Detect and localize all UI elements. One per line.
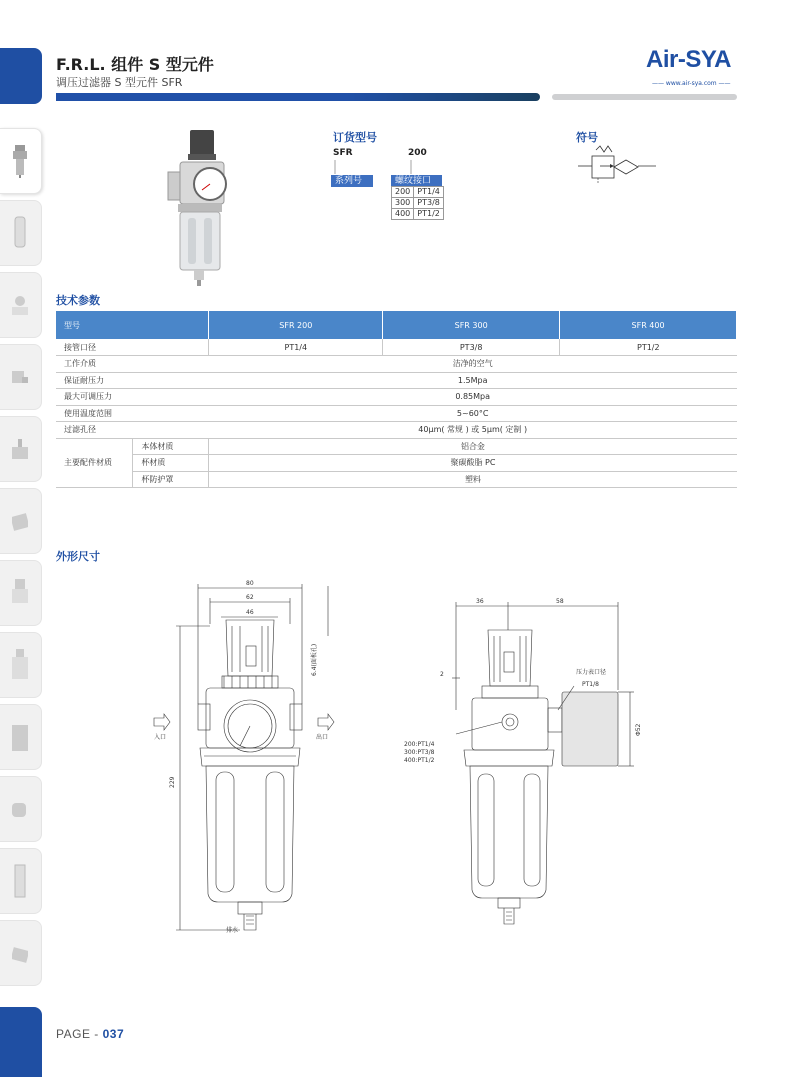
table-row: 最大可调压力 0.85Mpa [56, 389, 737, 406]
table-row: 过滤孔径 40μm( 常规 ) 或 5μm( 定制 ) [56, 422, 737, 439]
specs-header-row [56, 311, 737, 339]
col-header-model: 型号 [56, 311, 209, 339]
outlet-label: 出口 [316, 734, 329, 741]
header-rule-gray [552, 94, 737, 100]
nav-tab-block[interactable] [0, 488, 42, 554]
side-view-drawing [396, 590, 646, 946]
silencer-icon [12, 863, 28, 899]
filter-icon [12, 215, 28, 251]
port-row: 200 PT1/4 [392, 187, 444, 198]
page-subtitle: 调压过滤器 S 型元件 SFR [56, 76, 183, 89]
dim-80: 80 [246, 580, 254, 587]
nav-tab-frl[interactable] [0, 128, 42, 194]
order-series-code: SFR [333, 148, 353, 158]
nav-tab-elbow[interactable] [0, 344, 42, 410]
nav-tab-silencer[interactable] [0, 848, 42, 914]
symbol-heading: 符号 [576, 131, 598, 144]
port-table [391, 186, 444, 220]
gauge-port-label: 压力表口径 [576, 669, 607, 676]
dim-46: 46 [246, 609, 254, 616]
specs-heading: 技术参数 [56, 294, 100, 307]
dim-panel-hole: 6.4(面板孔) [311, 643, 318, 676]
inlet-label: 入口 [154, 734, 167, 741]
nav-tab-fitting[interactable] [0, 272, 42, 338]
pneumatic-symbol [576, 144, 658, 186]
nav-tab-valve[interactable] [0, 416, 42, 482]
port-label: 螺纹接口 [391, 175, 442, 187]
port-row: 300 PT3/8 [392, 198, 444, 209]
table-row: 杯防护罩 塑料 [56, 471, 737, 488]
page-number: PAGE - 037 [56, 1027, 125, 1041]
side-port-200: 200:PT1/4 [404, 741, 435, 748]
order-heading: 订货型号 [333, 131, 377, 144]
table-row: 使用温度范围 5~60°C [56, 405, 737, 422]
col-header-sfr400: SFR 400 [560, 311, 737, 339]
table-row: 主要配件材质 本体材质 铝合金 [56, 438, 737, 455]
nav-tab-accessory[interactable] [0, 920, 42, 986]
dim-2: 2 [440, 671, 444, 678]
table-row: 接管口径 PT1/4 PT3/8 PT1/2 [56, 339, 737, 356]
table-row: 保证耐压力 1.5Mpa [56, 372, 737, 389]
elbow-icon [12, 359, 28, 395]
series-label: 系列号 [331, 175, 373, 187]
cylinder-icon [12, 719, 28, 755]
col-header-sfr300: SFR 300 [383, 311, 560, 339]
dim-229: 229 [169, 776, 176, 788]
block-icon [12, 503, 28, 539]
accessory-icon [12, 935, 28, 971]
side-port-400: 400:PT1/2 [404, 757, 435, 764]
nav-tab-regulator[interactable] [0, 560, 42, 626]
frl-icon [12, 143, 28, 179]
gauge-thread-label: PT1/8 [582, 681, 599, 688]
footer-accent-tab [0, 1007, 42, 1077]
table-row: 杯材质 聚碳酸脂 PC [56, 455, 737, 472]
side-port-300: 300:PT3/8 [404, 749, 435, 756]
dimensions-heading: 外形尺寸 [56, 550, 100, 563]
table-row: 工作介质 洁净的空气 [56, 356, 737, 373]
header-rule [56, 93, 540, 101]
brand-logo: Air-SYA [646, 46, 731, 73]
dim-62: 62 [246, 594, 254, 601]
brand-url: —— www.air-sya.com —— [652, 80, 731, 87]
gauge-diameter: Φ52 [635, 723, 642, 736]
regulator-icon [12, 575, 28, 611]
fitting-icon [12, 287, 28, 323]
header-accent-tab [0, 48, 42, 104]
front-view-drawing [140, 576, 360, 946]
unit-icon [12, 647, 28, 683]
valve-icon [12, 431, 28, 467]
nav-tab-filter[interactable] [0, 200, 42, 266]
dim-36: 36 [476, 598, 484, 605]
nav-tab-connector[interactable] [0, 776, 42, 842]
nav-tab-unit[interactable] [0, 632, 42, 698]
col-header-sfr200: SFR 200 [209, 311, 383, 339]
connector-icon [12, 791, 28, 827]
specs-table [56, 311, 737, 488]
nav-tab-cylinder[interactable] [0, 704, 42, 770]
order-port-code: 200 [408, 148, 427, 158]
drain-label: 排水 [226, 927, 239, 934]
page-title: F.R.L. 组件 S 型元件 [56, 55, 214, 74]
product-image [160, 128, 240, 288]
order-connector-lines [333, 160, 413, 176]
port-row: 400 PT1/2 [392, 209, 444, 220]
dim-58: 58 [556, 598, 564, 605]
